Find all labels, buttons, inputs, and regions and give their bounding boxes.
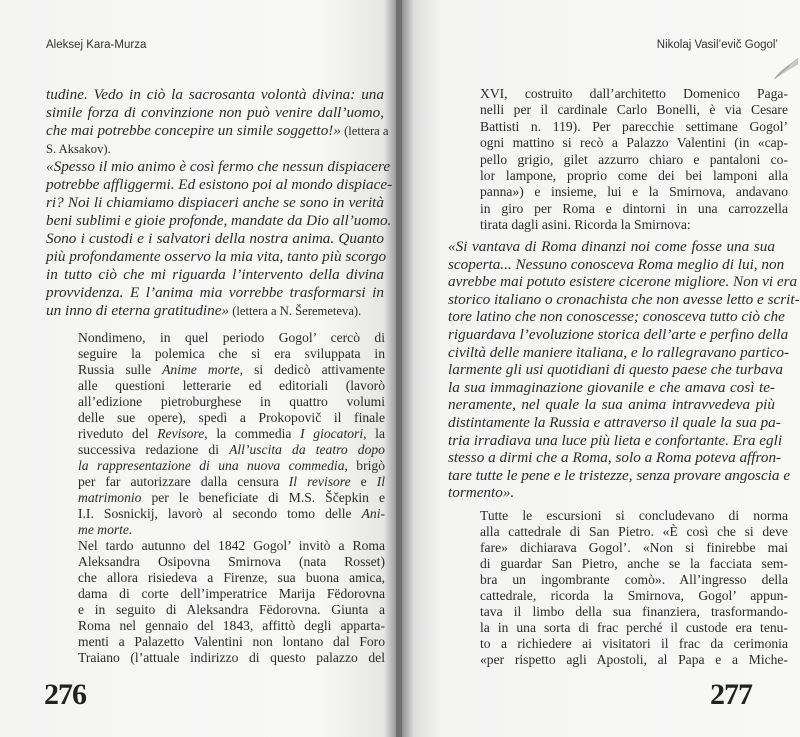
text-line [46,158,391,176]
roman-text: (lettera a [340,124,389,138]
page-number-right: 277 [710,678,752,711]
text-line [78,426,385,442]
right-page [402,0,800,737]
text-line [480,636,788,652]
text-line [448,361,783,379]
italic-text: All’uscita da teatro dopo [229,442,385,457]
italic-text: larmente gli usi quotidiani di questo paese che turbava [448,361,783,379]
roman-text: to a richiedere ai visitatori il frac da cerimonia [480,636,788,651]
text-line [78,442,385,458]
roman-text: lor lampone, proprio come dei bei lamponi alla [480,167,788,183]
text-line [46,104,384,122]
text-line [480,572,788,588]
italic-text: «Spesso il mio animo è così fermo che nessun dispiacere [46,158,391,175]
text-line [448,379,775,397]
roman-text: delle sue opere), spedì a Prokopovič il finale [78,410,385,425]
right-quote-block [448,238,800,502]
roman-text: tirata dagli asini. Ricorda la Smirnova: [480,217,691,233]
text-line [46,230,384,248]
text-line [46,266,384,284]
text-line [480,184,788,200]
text-line [78,378,385,394]
roman-text: la in una sorta di frac perché il custode era tenu- [480,620,788,635]
text-line [448,449,782,467]
italic-text: me morte. [78,522,133,537]
text-line [78,522,385,538]
italic-text: tria irradiava una luce più lieta e confortante. Era egli [448,431,783,449]
roman-text: ogni mattino si recò a Palazzo Valentini (in «cap- [480,135,788,151]
roman-text: successiva redazione di [78,442,230,457]
roman-text: Russia sulle [78,362,163,377]
text-line [46,302,384,320]
italic-text: Il [376,474,385,489]
roman-text: (lettera a N. Šeremeteva). [229,304,362,318]
roman-text: per le beneficiate di M.S. Ščepkin e [141,490,385,505]
text-line [78,554,385,570]
roman-text: S. Aksakov). [46,142,111,156]
text-line [78,330,385,346]
roman-text: panna») e insieme, lui e la Smirnova, andavano [480,184,788,200]
text-line [78,586,385,602]
italic-text: che mai potrebbe concepire un simile soggetto!» [46,122,341,139]
text-line [78,490,385,506]
right-body-bottom [480,508,788,668]
text-line [480,102,788,118]
text-line [448,273,798,291]
roman-text: , la commedia [204,426,301,441]
roman-text: Tutte le escursioni si concludevano di norma [480,508,788,523]
text-line [480,604,788,620]
text-line [480,588,788,604]
text-line [448,343,790,362]
text-line [46,194,384,212]
italic-text: Sono i custodi e i salvatori della nostra anima. Quanto [46,230,384,247]
text-line [78,618,385,634]
roman-text: Traiano (l’attuale indirizzo di questo palazzo del [78,650,385,665]
italic-text: matrimonio [78,490,142,505]
left-page [0,0,396,737]
roman-text: alla cattedrale di San Pietro. «È così che si deve [480,524,788,539]
roman-text: Nel tardo autunno del 1842 Gogol’ invitò a Roma [78,538,385,553]
text-line [78,506,385,522]
italic-text: Il revisore [288,474,351,489]
text-line [448,308,785,326]
roman-text: I.I. Sosnickij, lavorò al secondo tomo delle [78,506,362,521]
roman-text: alle questioni letterarie ed editoriali (lavorò [78,378,385,393]
text-line [448,290,800,309]
text-line [46,176,393,194]
text-line [480,556,788,572]
italic-text: provvidenza. E l’anima mia vorrebbe trasformarsi in [46,284,384,301]
italic-text: avrebbe mai potuto esistere cicerone migliore. Non vi era [448,273,798,291]
roman-text: bra un ingombrante comò». All’ingresso della [480,572,788,587]
text-line [480,152,788,168]
italic-text: in tutto ciò che mi riguarda l’intervento della divina [46,266,384,283]
text-line [78,394,385,410]
italic-text: ri? Noi li chiamiamo dispiaceri anche se sono in verità [46,194,384,211]
text-line [448,484,775,502]
italic-text: simile forza di convinzione non può venire dall’uomo, [46,104,384,121]
text-line [78,650,385,666]
italic-text: un inno di eterna gratitudine» [46,302,230,319]
text-line [46,122,389,140]
roman-text: nelli per il cardinale Carlo Bonelli, è via Cesare [480,102,788,118]
quill-pen-icon [772,56,798,82]
text-line [448,255,785,274]
roman-text: e in seguito di Aleksandra Fëdorovna. Giunta a [78,602,385,617]
text-line [78,474,385,490]
roman-text: che allora risiedeva a Firenze, sua buona amica, [78,570,385,585]
left-body-text [78,330,385,666]
text-line [46,212,392,230]
left-quote-block [46,86,393,320]
roman-text: , la [363,426,385,441]
text-line [78,634,385,650]
italic-text: neramente, nel quale la sua anima intravvedeva più [448,396,775,414]
roman-text: menti a Palazetto Valentini non lontano dal Foro [78,634,385,649]
text-line [448,238,775,256]
text-line [448,396,775,414]
text-line [448,325,789,344]
italic-text: la rappresentazione di una nuova commedia [78,458,345,473]
italic-text: più profondamente osservo la mia vita, tanto più scorgo [46,248,387,265]
roman-text: per far autorizzare dalla censura [78,474,289,489]
text-line [480,201,788,217]
roman-text: seguire la polemica che si era sviluppata in [78,346,385,361]
text-line [480,119,788,135]
roman-text: «per rispetto agli Apostoli, al Papa e a Miche- [480,652,788,667]
italic-text: tudine. Vedo in ciò la sacrosanta volontà divina: una [46,86,384,103]
text-line [78,362,385,378]
text-line [480,86,788,102]
italic-text: scoperta... Nessuno conosceva Roma meglio di lui, non [448,255,785,273]
italic-text: distintamente la Russia e attraverso il quale la sua pa- [448,413,781,431]
italic-text: tore latino che non conoscesse; conosceva tutto ciò che [448,308,785,326]
roman-text: cattedrale, ricorda la Smirnova, Gogol’ appun- [480,588,788,603]
running-head-right: Nikolaj Vasil’evič Gogol’ [656,39,778,51]
italic-text: Revisore [157,426,205,441]
roman-text: dama di corte dell’imperatrice Marija Fëdorovna [78,586,385,601]
text-line [46,140,384,158]
italic-text: Ani- [361,506,385,521]
text-line [46,284,384,302]
text-line [448,431,783,450]
text-line [480,652,788,668]
roman-text: e [350,474,377,489]
italic-text: storico italiano o cronachista che non avesse letto e scrit- [448,290,800,308]
text-line [448,413,781,432]
right-body-top [480,86,788,234]
text-line [480,217,788,233]
italic-text: civiltà delle maniere italiana, e lo rallegravano partico- [448,343,790,361]
roman-text: Roma nel gennaio del 1843, affittò degli apparta- [78,618,385,633]
roman-text: Aleksandra Osipovna Smirnova (nata Rosset) [78,554,385,569]
text-line [480,135,788,151]
roman-text: pello grigio, gilet azzurro chiaro e pantaloni co- [480,151,788,167]
italic-text: tormento». [448,484,515,502]
roman-text: in giro per Roma e dintorni in una carrozzella [480,200,788,216]
roman-text: riveduto del [78,426,158,441]
roman-text: XVI, costruito dall’architetto Domenico Paga- [480,86,788,101]
italic-text: potrebbe affliggermi. Ed esistono poi al mondo dispiace- [46,176,393,193]
text-line [448,466,791,485]
italic-text: beni sublimi e gioie profonde, mandate da Dio all’uomo. [46,212,392,229]
text-line [480,620,788,636]
roman-text: , si dedicò attivamente [239,362,385,377]
italic-text: stesso a dirmi che a Roma, solo a Roma poteva affron- [448,449,782,467]
roman-text: Nondimeno, in quel periodo Gogol’ cercò di [78,330,385,345]
text-line [78,410,385,426]
italic-text: I giocatori [300,426,364,441]
text-line [78,602,385,618]
italic-text: «Si vantava di Roma dinanzi noi come fosse una sua [448,238,775,255]
page-number-left: 276 [44,678,86,711]
roman-text: fare» dichiarava Gogol’. «Non si finirebbe mai [480,540,788,555]
text-line [480,508,788,524]
roman-text: Battisti n. 119). Per parecchie settimane Gogol’ [480,118,788,134]
text-line [46,248,387,266]
roman-text: all’edizione pietroburghese in quattro volumi [78,394,385,409]
italic-text: tare tutte le pene e le tristezze, senza provare angoscia e [448,466,791,484]
roman-text: di guardar San Pietro, anche se la facciata sem- [480,556,788,571]
text-line [480,168,788,184]
text-line [78,538,385,554]
italic-text: riguardava l’evoluzione storica dell’arte e perfino della [448,325,789,343]
text-line [78,458,385,474]
text-line [480,540,788,556]
italic-text: la sua immaginazione giovanile e che amava così te- [448,378,775,396]
text-line [480,524,788,540]
roman-text: tava il limbo della sua finanziera, trasformando- [480,604,788,619]
running-head-left: Aleksej Kara-Murza [46,39,147,51]
text-line [78,570,385,586]
roman-text: , brigò [344,458,385,473]
text-line [78,346,385,362]
text-line [46,86,384,104]
italic-text: Anime morte [162,362,240,377]
